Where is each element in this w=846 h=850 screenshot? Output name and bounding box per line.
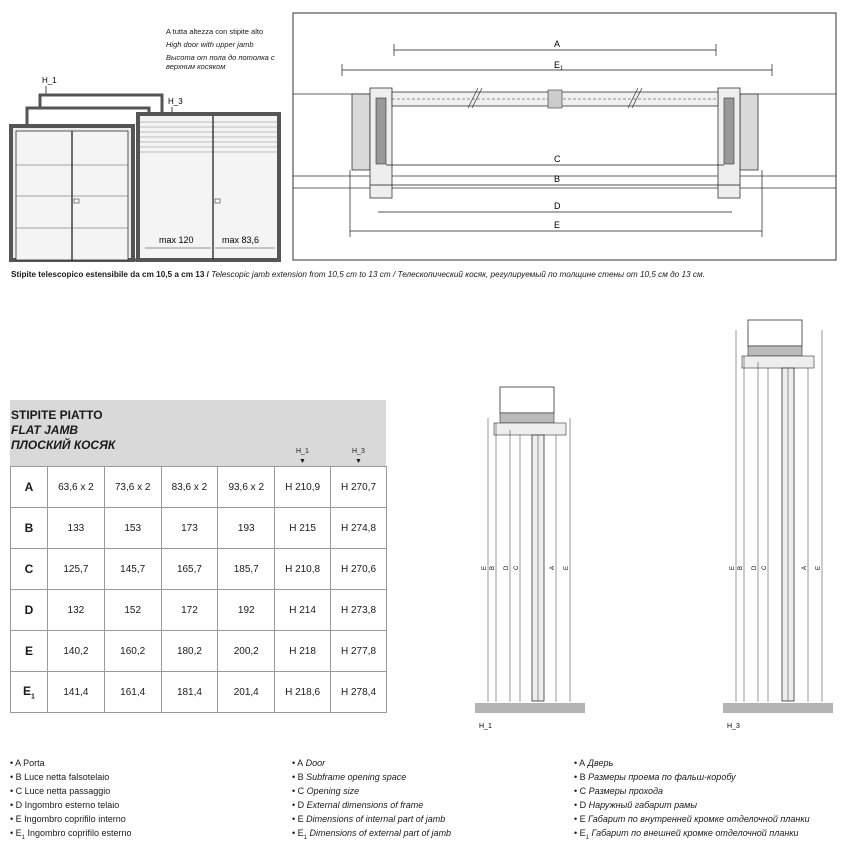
dim-label-d: D — [554, 201, 561, 211]
col-label-h3: H_3 — [352, 448, 365, 455]
table-cell: 125,7 — [48, 549, 105, 590]
table-cell: H 273,8 — [331, 590, 387, 631]
legend-italian — [10, 756, 132, 845]
row-label: C — [11, 549, 48, 590]
legend-item: • D External dimensions of frame — [292, 800, 424, 810]
table-cell: 140,2 — [48, 631, 105, 672]
col-h3-arrow-icon: ▼ — [355, 458, 362, 465]
row-label: D — [11, 590, 48, 631]
legend-item: • A Porta — [10, 758, 45, 768]
legend-item: • E Габарит по внутренней кромке отделочной планки — [574, 814, 810, 824]
dim-label-a: A — [554, 39, 561, 49]
table-cell: 63,6 x 2 — [48, 467, 105, 508]
legend-item: • E Ingombro coprifilo interno — [10, 814, 126, 824]
table-row — [11, 549, 387, 590]
table-cell: 93,6 x 2 — [218, 467, 275, 508]
table-cell: H 210,9 — [275, 467, 331, 508]
note-russian: Высота от пола до потолка с верхним косяком — [166, 53, 275, 71]
table-cell: 141,4 — [48, 672, 105, 713]
section-dim-letter: A — [802, 565, 808, 570]
legend-item: • $E_1$ Ingombro coprifilo esterno — [10, 828, 132, 841]
table-cell: 201,4 — [218, 672, 275, 713]
table-cell: 133 — [48, 508, 105, 549]
table-cell: 152 — [104, 590, 161, 631]
max-width-right: max 83,6 — [222, 235, 260, 245]
caption-english: Telescopic jamb extension from 10,5 cm to 13 cm / — [208, 270, 396, 279]
row-label: E — [11, 631, 48, 672]
section-label-h1: H_1 — [479, 723, 492, 730]
flat-jamb-table — [10, 466, 387, 713]
col-h1-arrow-icon: ▼ — [299, 458, 306, 465]
table-row — [11, 631, 387, 672]
table-cell: H 270,7 — [331, 467, 387, 508]
table-cell: H 274,8 — [331, 508, 387, 549]
table-cell: 192 — [218, 590, 275, 631]
legend-item: • B Размеры проема по фальш-коробу — [574, 772, 736, 782]
section-dim-letter: D — [504, 565, 510, 570]
table-cell: H 210,8 — [275, 549, 331, 590]
row-label: A — [11, 467, 48, 508]
dim-label-e: E — [554, 220, 561, 230]
caption-russian: Телескопический косяк, регулируемый по толщине стены от 10,5 см до 13 см. — [395, 270, 705, 279]
legend-item: • B Subframe opening space — [292, 772, 407, 782]
section-dim-letter: E — [482, 565, 488, 570]
title-russian: ПЛОСКИЙ КОСЯК — [11, 438, 116, 452]
table-cell: 73,6 x 2 — [104, 467, 161, 508]
table-cell: 83,6 x 2 — [161, 467, 218, 508]
table-cell: H 218,6 — [275, 672, 331, 713]
dim-label-b: B — [554, 174, 561, 184]
legend-item: • A Door — [292, 758, 326, 768]
note-english: High door with upper jamb — [166, 40, 254, 49]
section-label-h3: H_3 — [727, 723, 740, 730]
table-cell: H 277,8 — [331, 631, 387, 672]
table-row — [11, 590, 387, 631]
table-cell: H 215 — [275, 508, 331, 549]
table-cell: H 278,4 — [331, 672, 387, 713]
legend-item: • C Размеры прохода — [574, 786, 664, 796]
legend-item: • C Luce netta passaggio — [10, 786, 111, 796]
table-cell: 145,7 — [104, 549, 161, 590]
note-italian: A tutta altezza con stipite alto — [166, 27, 264, 36]
max-width-left: max 120 — [159, 235, 194, 245]
table-cell: 160,2 — [104, 631, 161, 672]
table-cell: 132 — [48, 590, 105, 631]
table-cell: 161,4 — [104, 672, 161, 713]
dim-label-c: C — [554, 154, 561, 164]
legend-item: • A Дверь — [574, 758, 614, 768]
table-row — [11, 508, 387, 549]
door-elevations — [0, 70, 292, 265]
jamb-caption — [11, 270, 705, 279]
dim-label-e1: $E_1$ — [554, 60, 564, 72]
legend-item: • $E_1$ Габарит по внешней кромке отделочной планки — [574, 828, 799, 841]
row-label: $E_1$ — [11, 672, 48, 713]
section-dim-letter: E — [816, 565, 822, 570]
table-cell: H 214 — [275, 590, 331, 631]
col-label-h1: H_1 — [296, 448, 309, 455]
legend-item: • D Ingombro esterno telaio — [10, 800, 120, 810]
legend-russian — [574, 756, 810, 845]
caption-italian: Stipite telescopico estensibile da cm 10,5 a cm 13 / — [11, 270, 209, 279]
table-cell: 165,7 — [161, 549, 218, 590]
table-cell: 193 — [218, 508, 275, 549]
section-dim-letter: E — [564, 565, 570, 570]
legend-item: • $E_1$ Dimensions of external part of jamb — [292, 828, 452, 841]
table-cell: 153 — [104, 508, 161, 549]
plan-section-drawing — [292, 12, 837, 262]
table-cell: 173 — [161, 508, 218, 549]
table-cell: 172 — [161, 590, 218, 631]
legend-item: • E Dimensions of internal part of jamb — [292, 814, 446, 824]
table-cell: H 218 — [275, 631, 331, 672]
title-english: FLAT JAMB — [11, 423, 79, 437]
legend-item: • D Наружный габарит рамы — [574, 800, 697, 810]
table-cell: 200,2 — [218, 631, 275, 672]
h3-label: H_3 — [168, 97, 183, 106]
title-italian: STIPITE PIATTO — [11, 408, 103, 422]
section-dim-letter: B — [490, 565, 496, 570]
table-cell: 185,7 — [218, 549, 275, 590]
table-row — [11, 672, 387, 713]
legend-item: • C Opening size — [292, 786, 360, 796]
table-cell: 181,4 — [161, 672, 218, 713]
vertical-sections — [470, 300, 840, 745]
legend-english — [292, 756, 451, 845]
row-label: B — [11, 508, 48, 549]
section-dim-letter: A — [550, 565, 556, 570]
section-dim-letter: D — [752, 565, 758, 570]
section-dim-letter: B — [738, 565, 744, 570]
table-row — [11, 467, 387, 508]
door-note — [166, 27, 291, 71]
section-dim-letter: C — [762, 565, 768, 570]
legend-item: • B Luce netta falsotelaio — [10, 772, 110, 782]
h1-label: H_1 — [42, 76, 57, 85]
section-dim-letter: C — [514, 565, 520, 570]
table-cell: H 270,6 — [331, 549, 387, 590]
table-cell: 180,2 — [161, 631, 218, 672]
section-dim-letter: E — [730, 565, 736, 570]
table-title — [11, 408, 115, 453]
